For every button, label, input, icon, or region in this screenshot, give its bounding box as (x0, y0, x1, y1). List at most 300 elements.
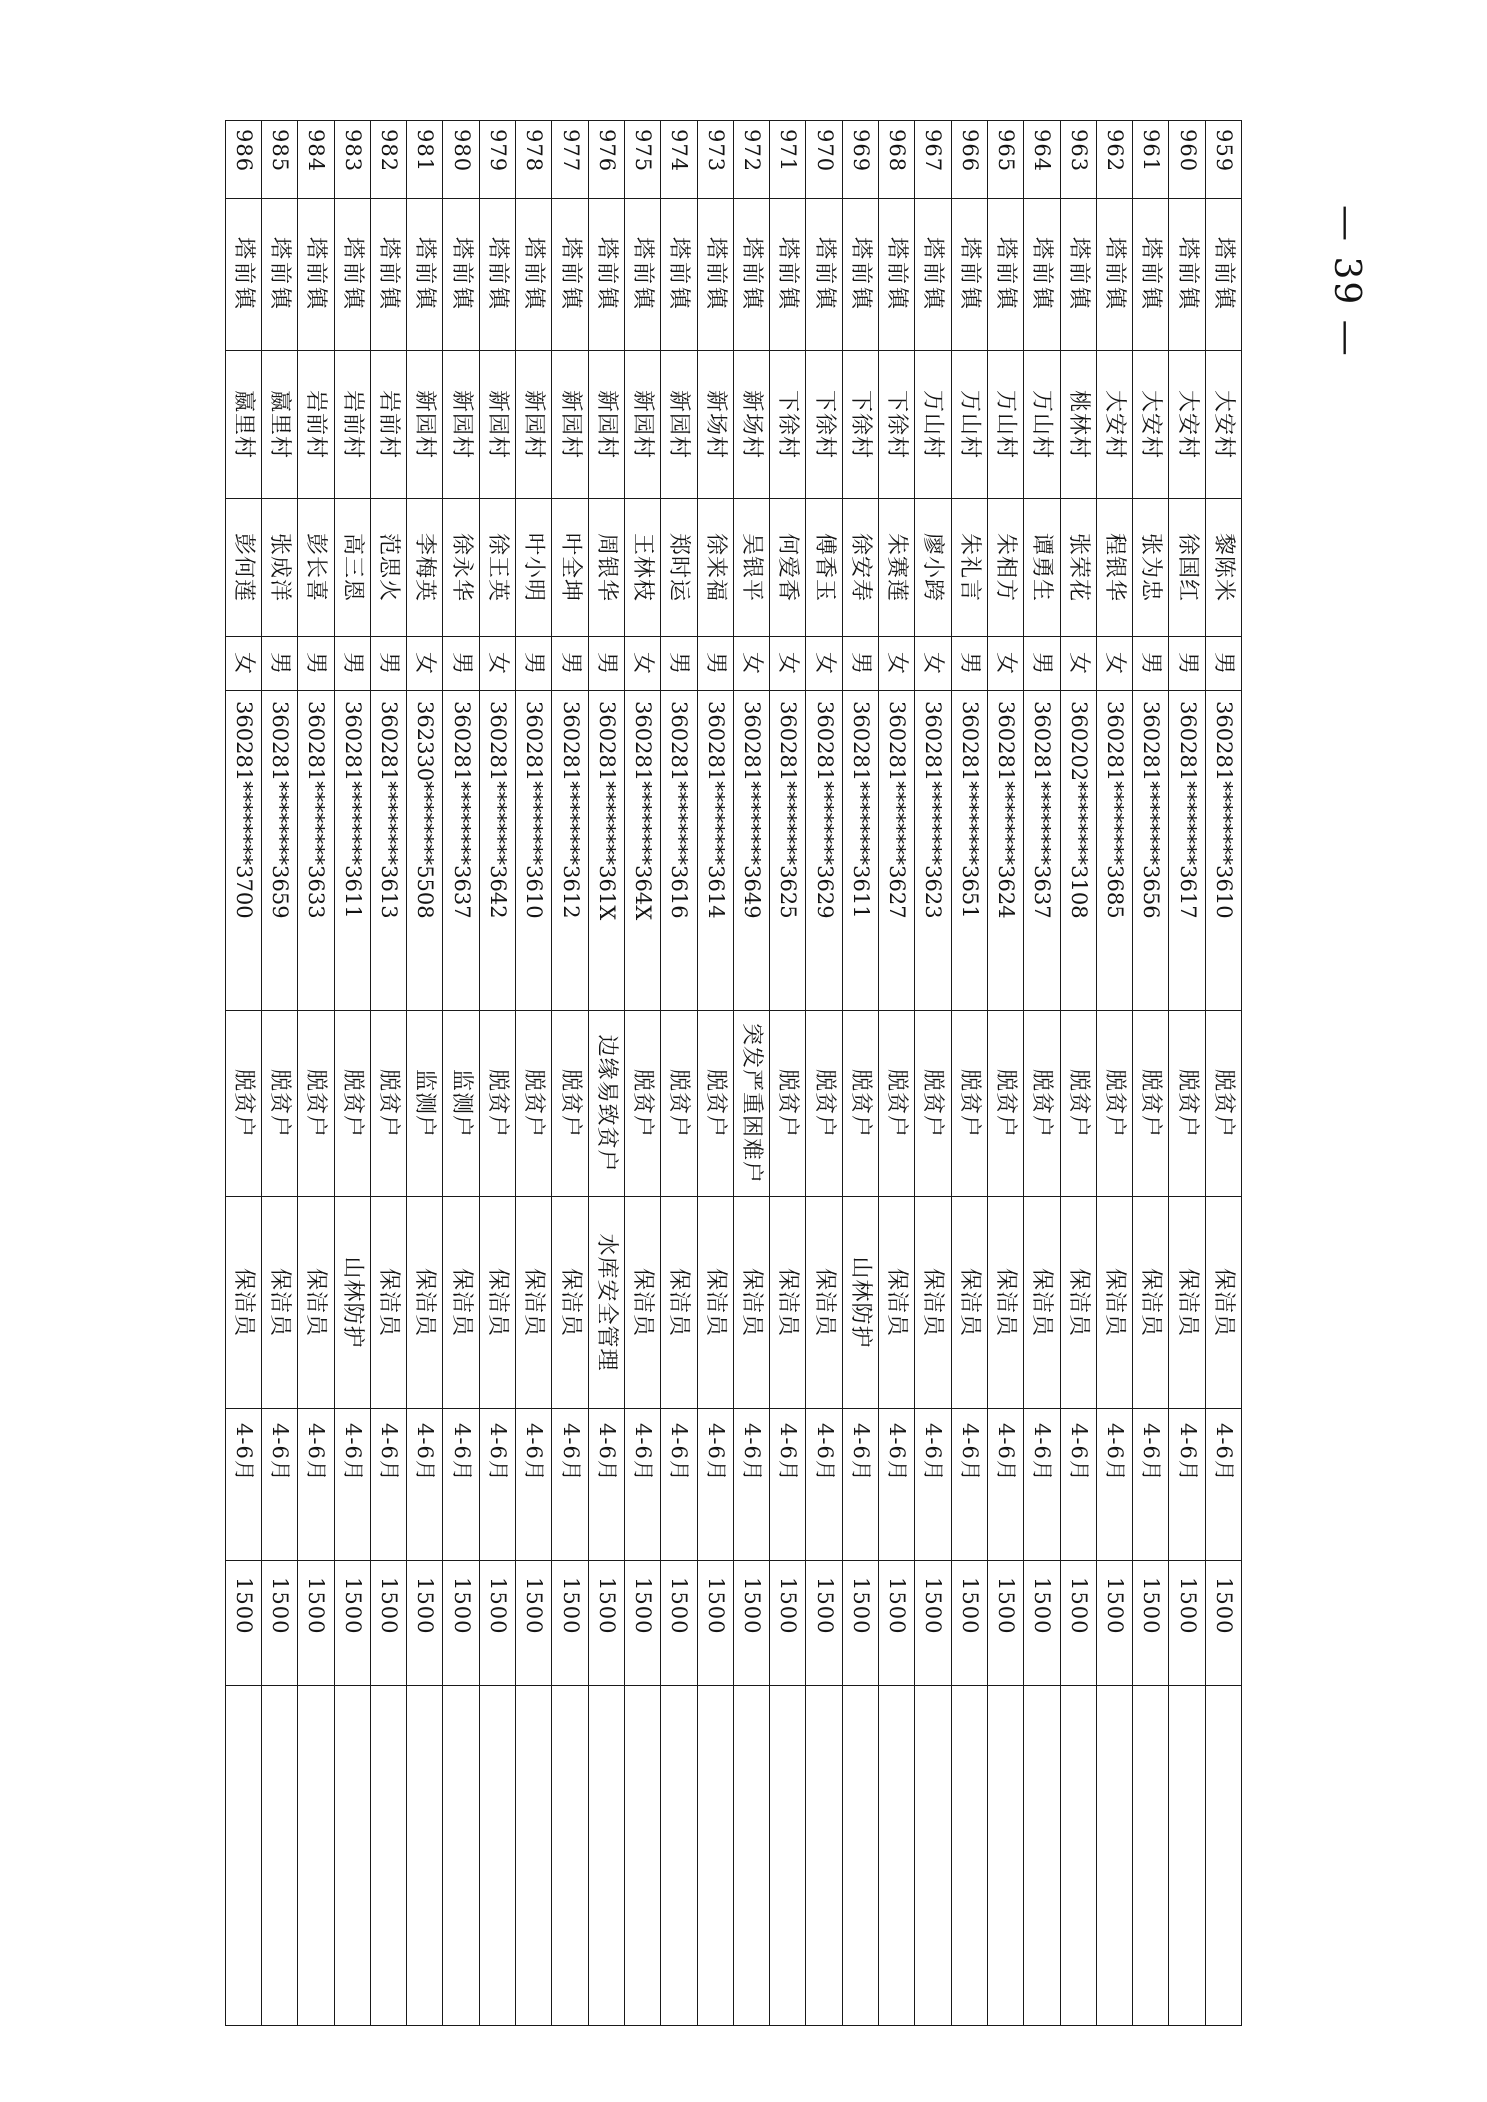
remark-cell (516, 1686, 552, 2026)
person-name-cell: 徐来福 (697, 499, 733, 637)
row-number-cell: 962 (1096, 121, 1132, 199)
village-cell: 下徐村 (806, 351, 842, 499)
household-category-cell: 脱贫户 (516, 1011, 552, 1197)
amount-cell: 1500 (334, 1561, 370, 1686)
village-cell: 万山村 (1024, 351, 1060, 499)
remark-cell (552, 1686, 588, 2026)
row-number-cell: 986 (225, 121, 261, 199)
period-cell: 4-6月 (1096, 1409, 1132, 1561)
household-category-cell: 脱贫户 (1205, 1011, 1241, 1197)
row-number-cell: 966 (951, 121, 987, 199)
table-row (915, 121, 951, 2026)
amount-cell: 1500 (661, 1561, 697, 1686)
job-cell: 保洁员 (1024, 1197, 1060, 1409)
id-number-cell: 360281********3659 (261, 691, 297, 1011)
remark-cell (987, 1686, 1023, 2026)
household-category-cell: 脱贫户 (661, 1011, 697, 1197)
period-cell: 4-6月 (1169, 1409, 1205, 1561)
household-category-cell: 脱贫户 (806, 1011, 842, 1197)
remark-cell (624, 1686, 660, 2026)
period-cell: 4-6月 (697, 1409, 733, 1561)
gender-cell: 男 (370, 637, 406, 691)
job-cell: 保洁员 (987, 1197, 1023, 1409)
remark-cell (370, 1686, 406, 2026)
job-cell: 保洁员 (915, 1197, 951, 1409)
table-row (516, 121, 552, 2026)
job-cell: 保洁员 (806, 1197, 842, 1409)
row-number-cell: 981 (407, 121, 443, 199)
household-category-cell: 监测户 (443, 1011, 479, 1197)
id-number-cell: 360281********3617 (1169, 691, 1205, 1011)
row-number-cell: 983 (334, 121, 370, 199)
table-row (407, 121, 443, 2026)
id-number-cell: 360281********3633 (298, 691, 334, 1011)
remark-cell (661, 1686, 697, 2026)
village-cell: 新园村 (516, 351, 552, 499)
remark-cell (733, 1686, 769, 2026)
id-number-cell: 362330********5508 (407, 691, 443, 1011)
id-number-cell: 360281********3651 (951, 691, 987, 1011)
row-number-cell: 972 (733, 121, 769, 199)
gender-cell: 男 (1205, 637, 1241, 691)
row-number-cell: 978 (516, 121, 552, 199)
id-number-cell: 360281********3637 (443, 691, 479, 1011)
gender-cell: 男 (661, 637, 697, 691)
town-cell: 塔前镇 (624, 199, 660, 351)
period-cell: 4-6月 (552, 1409, 588, 1561)
job-cell: 水库安全管理 (588, 1197, 624, 1409)
person-name-cell: 黎陈米 (1205, 499, 1241, 637)
town-cell: 塔前镇 (1133, 199, 1169, 351)
id-number-cell: 360281********3642 (479, 691, 515, 1011)
row-number-cell: 974 (661, 121, 697, 199)
row-number-cell: 975 (624, 121, 660, 199)
rotated-page-content (222, 120, 1242, 2025)
town-cell: 塔前镇 (1205, 199, 1241, 351)
job-cell: 保洁员 (1096, 1197, 1132, 1409)
row-number-cell: 977 (552, 121, 588, 199)
town-cell: 塔前镇 (370, 199, 406, 351)
id-number-cell: 360281********3616 (661, 691, 697, 1011)
id-number-cell: 360281********3625 (770, 691, 806, 1011)
job-cell: 山林防护 (334, 1197, 370, 1409)
town-cell: 塔前镇 (915, 199, 951, 351)
town-cell: 塔前镇 (806, 199, 842, 351)
village-cell: 新园村 (443, 351, 479, 499)
gender-cell: 女 (770, 637, 806, 691)
job-cell: 保洁员 (624, 1197, 660, 1409)
table-row (1133, 121, 1169, 2026)
gender-cell: 女 (1060, 637, 1096, 691)
job-cell: 保洁员 (407, 1197, 443, 1409)
household-category-cell: 脱贫户 (479, 1011, 515, 1197)
town-cell: 塔前镇 (697, 199, 733, 351)
job-cell: 保洁员 (879, 1197, 915, 1409)
remark-cell (225, 1686, 261, 2026)
job-cell: 保洁员 (298, 1197, 334, 1409)
id-number-cell: 360281********3613 (370, 691, 406, 1011)
job-cell: 保洁员 (1169, 1197, 1205, 1409)
id-number-cell: 360202********3108 (1060, 691, 1096, 1011)
household-category-cell: 脱贫户 (225, 1011, 261, 1197)
table-row (806, 121, 842, 2026)
person-name-cell: 朱赛莲 (879, 499, 915, 637)
period-cell: 4-6月 (879, 1409, 915, 1561)
person-name-cell: 程银华 (1096, 499, 1132, 637)
remark-cell (806, 1686, 842, 2026)
table-body (225, 121, 1241, 2026)
remark-cell (443, 1686, 479, 2026)
period-cell: 4-6月 (1205, 1409, 1241, 1561)
period-cell: 4-6月 (806, 1409, 842, 1561)
id-number-cell: 360281********361X (588, 691, 624, 1011)
job-cell: 保洁员 (661, 1197, 697, 1409)
job-cell: 保洁员 (370, 1197, 406, 1409)
remark-cell (588, 1686, 624, 2026)
row-number-cell: 976 (588, 121, 624, 199)
table-row (733, 121, 769, 2026)
person-name-cell: 傅香玉 (806, 499, 842, 637)
town-cell: 塔前镇 (588, 199, 624, 351)
town-cell: 塔前镇 (298, 199, 334, 351)
household-category-cell: 脱贫户 (624, 1011, 660, 1197)
table-row (1096, 121, 1132, 2026)
household-category-cell: 脱贫户 (951, 1011, 987, 1197)
period-cell: 4-6月 (733, 1409, 769, 1561)
table-row (987, 121, 1023, 2026)
person-name-cell: 彭长喜 (298, 499, 334, 637)
table-row (479, 121, 515, 2026)
person-name-cell: 朱礼言 (951, 499, 987, 637)
village-cell: 新园村 (407, 351, 443, 499)
job-cell: 保洁员 (1060, 1197, 1096, 1409)
period-cell: 4-6月 (624, 1409, 660, 1561)
row-number-cell: 960 (1169, 121, 1205, 199)
person-name-cell: 李梅英 (407, 499, 443, 637)
row-number-cell: 984 (298, 121, 334, 199)
person-name-cell: 张为忠 (1133, 499, 1169, 637)
period-cell: 4-6月 (261, 1409, 297, 1561)
household-category-cell: 脱贫户 (987, 1011, 1023, 1197)
town-cell: 塔前镇 (479, 199, 515, 351)
table-row (298, 121, 334, 2026)
id-number-cell: 360281********3637 (1024, 691, 1060, 1011)
village-cell: 新园村 (552, 351, 588, 499)
amount-cell: 1500 (987, 1561, 1023, 1686)
remark-cell (407, 1686, 443, 2026)
table-row (552, 121, 588, 2026)
period-cell: 4-6月 (1133, 1409, 1169, 1561)
gender-cell: 女 (806, 637, 842, 691)
amount-cell: 1500 (1169, 1561, 1205, 1686)
person-name-cell: 吴银平 (733, 499, 769, 637)
village-cell: 大安村 (1133, 351, 1169, 499)
amount-cell: 1500 (516, 1561, 552, 1686)
id-number-cell: 360281********3614 (697, 691, 733, 1011)
table-row (842, 121, 878, 2026)
amount-cell: 1500 (879, 1561, 915, 1686)
job-cell: 保洁员 (1133, 1197, 1169, 1409)
town-cell: 塔前镇 (951, 199, 987, 351)
village-cell: 大安村 (1205, 351, 1241, 499)
job-cell: 保洁员 (261, 1197, 297, 1409)
village-cell: 新场村 (733, 351, 769, 499)
amount-cell: 1500 (770, 1561, 806, 1686)
job-cell: 保洁员 (516, 1197, 552, 1409)
gender-cell: 女 (879, 637, 915, 691)
id-number-cell: 360281********3610 (516, 691, 552, 1011)
id-number-cell: 360281********3649 (733, 691, 769, 1011)
gender-cell: 男 (697, 637, 733, 691)
amount-cell: 1500 (261, 1561, 297, 1686)
period-cell: 4-6月 (1060, 1409, 1096, 1561)
remark-cell (1169, 1686, 1205, 2026)
village-cell: 新园村 (588, 351, 624, 499)
row-number-cell: 982 (370, 121, 406, 199)
row-number-cell: 969 (842, 121, 878, 199)
town-cell: 塔前镇 (516, 199, 552, 351)
household-category-cell: 脱贫户 (552, 1011, 588, 1197)
job-cell: 保洁员 (443, 1197, 479, 1409)
person-name-cell: 徐国红 (1169, 499, 1205, 637)
remark-cell (298, 1686, 334, 2026)
gender-cell: 女 (407, 637, 443, 691)
period-cell: 4-6月 (443, 1409, 479, 1561)
amount-cell: 1500 (588, 1561, 624, 1686)
gender-cell: 男 (443, 637, 479, 691)
amount-cell: 1500 (552, 1561, 588, 1686)
village-cell: 下徐村 (770, 351, 806, 499)
id-number-cell: 360281********3611 (334, 691, 370, 1011)
amount-cell: 1500 (1133, 1561, 1169, 1686)
page-number: — 39 — (1326, 205, 1367, 358)
id-number-cell: 360281********3612 (552, 691, 588, 1011)
village-cell: 大安村 (1096, 351, 1132, 499)
id-number-cell: 360281********3656 (1133, 691, 1169, 1011)
table-row (624, 121, 660, 2026)
person-name-cell: 何爱香 (770, 499, 806, 637)
period-cell: 4-6月 (987, 1409, 1023, 1561)
gender-cell: 男 (951, 637, 987, 691)
person-name-cell: 徐王英 (479, 499, 515, 637)
table-row (1060, 121, 1096, 2026)
period-cell: 4-6月 (842, 1409, 878, 1561)
row-number-cell: 973 (697, 121, 733, 199)
gender-cell: 男 (261, 637, 297, 691)
period-cell: 4-6月 (588, 1409, 624, 1561)
amount-cell: 1500 (370, 1561, 406, 1686)
household-category-cell: 脱贫户 (1133, 1011, 1169, 1197)
household-category-cell: 监测户 (407, 1011, 443, 1197)
town-cell: 塔前镇 (225, 199, 261, 351)
gender-cell: 女 (987, 637, 1023, 691)
gender-cell: 女 (915, 637, 951, 691)
job-cell: 保洁员 (225, 1197, 261, 1409)
amount-cell: 1500 (951, 1561, 987, 1686)
household-category-cell: 边缘易致贫户 (588, 1011, 624, 1197)
person-name-cell: 徐永华 (443, 499, 479, 637)
job-cell: 保洁员 (951, 1197, 987, 1409)
table-row (951, 121, 987, 2026)
gender-cell: 男 (552, 637, 588, 691)
household-category-cell: 脱贫户 (334, 1011, 370, 1197)
village-cell: 桃林村 (1060, 351, 1096, 499)
gender-cell: 男 (588, 637, 624, 691)
village-cell: 岩前村 (298, 351, 334, 499)
amount-cell: 1500 (842, 1561, 878, 1686)
household-category-cell: 脱贫户 (770, 1011, 806, 1197)
household-category-cell: 脱贫户 (842, 1011, 878, 1197)
id-number-cell: 360281********3627 (879, 691, 915, 1011)
table-row (261, 121, 297, 2026)
table-row (334, 121, 370, 2026)
row-number-cell: 964 (1024, 121, 1060, 199)
id-number-cell: 360281********364X (624, 691, 660, 1011)
village-cell: 万山村 (987, 351, 1023, 499)
town-cell: 塔前镇 (842, 199, 878, 351)
household-category-cell: 脱贫户 (1169, 1011, 1205, 1197)
village-cell: 岩前村 (334, 351, 370, 499)
remark-cell (1096, 1686, 1132, 2026)
amount-cell: 1500 (407, 1561, 443, 1686)
remark-cell (697, 1686, 733, 2026)
id-number-cell: 360281********3685 (1096, 691, 1132, 1011)
household-category-cell: 脱贫户 (915, 1011, 951, 1197)
table-row (443, 121, 479, 2026)
gender-cell: 女 (733, 637, 769, 691)
id-number-cell: 360281********3623 (915, 691, 951, 1011)
remark-cell (951, 1686, 987, 2026)
household-category-cell: 脱贫户 (261, 1011, 297, 1197)
village-cell: 新场村 (697, 351, 733, 499)
town-cell: 塔前镇 (1096, 199, 1132, 351)
job-cell: 保洁员 (697, 1197, 733, 1409)
period-cell: 4-6月 (516, 1409, 552, 1561)
remark-cell (1024, 1686, 1060, 2026)
remark-cell (915, 1686, 951, 2026)
gender-cell: 男 (1024, 637, 1060, 691)
period-cell: 4-6月 (479, 1409, 515, 1561)
row-number-cell: 985 (261, 121, 297, 199)
person-name-cell: 张荣花 (1060, 499, 1096, 637)
gender-cell: 男 (1169, 637, 1205, 691)
village-cell: 大安村 (1169, 351, 1205, 499)
amount-cell: 1500 (1096, 1561, 1132, 1686)
period-cell: 4-6月 (334, 1409, 370, 1561)
person-name-cell: 叶小明 (516, 499, 552, 637)
id-number-cell: 360281********3700 (225, 691, 261, 1011)
remark-cell (261, 1686, 297, 2026)
town-cell: 塔前镇 (661, 199, 697, 351)
job-cell: 山林防护 (842, 1197, 878, 1409)
household-category-cell: 脱贫户 (1060, 1011, 1096, 1197)
remark-cell (842, 1686, 878, 2026)
amount-cell: 1500 (443, 1561, 479, 1686)
gender-cell: 男 (1133, 637, 1169, 691)
amount-cell: 1500 (915, 1561, 951, 1686)
remark-cell (1205, 1686, 1241, 2026)
job-cell: 保洁员 (1205, 1197, 1241, 1409)
town-cell: 塔前镇 (261, 199, 297, 351)
household-category-cell: 脱贫户 (298, 1011, 334, 1197)
job-cell: 保洁员 (770, 1197, 806, 1409)
household-category-cell: 脱贫户 (879, 1011, 915, 1197)
remark-cell (1060, 1686, 1096, 2026)
remark-cell (334, 1686, 370, 2026)
household-category-cell: 突发严重困难户 (733, 1011, 769, 1197)
table-row (661, 121, 697, 2026)
table-row (697, 121, 733, 2026)
row-number-cell: 961 (1133, 121, 1169, 199)
town-cell: 塔前镇 (879, 199, 915, 351)
village-cell: 嬴里村 (225, 351, 261, 499)
table-row (588, 121, 624, 2026)
village-cell: 新园村 (479, 351, 515, 499)
remark-cell (770, 1686, 806, 2026)
town-cell: 塔前镇 (1060, 199, 1096, 351)
row-number-cell: 963 (1060, 121, 1096, 199)
town-cell: 塔前镇 (1024, 199, 1060, 351)
table-row (879, 121, 915, 2026)
row-number-cell: 980 (443, 121, 479, 199)
gender-cell: 女 (624, 637, 660, 691)
village-cell: 新园村 (624, 351, 660, 499)
id-number-cell: 360281********3611 (842, 691, 878, 1011)
gender-cell: 男 (298, 637, 334, 691)
table-row (1024, 121, 1060, 2026)
table-row (1205, 121, 1241, 2026)
period-cell: 4-6月 (951, 1409, 987, 1561)
person-name-cell: 张成洋 (261, 499, 297, 637)
amount-cell: 1500 (479, 1561, 515, 1686)
period-cell: 4-6月 (225, 1409, 261, 1561)
person-name-cell: 郑时运 (661, 499, 697, 637)
period-cell: 4-6月 (407, 1409, 443, 1561)
remark-cell (879, 1686, 915, 2026)
village-cell: 岩前村 (370, 351, 406, 499)
remark-cell (1133, 1686, 1169, 2026)
person-name-cell: 徐安寿 (842, 499, 878, 637)
remark-cell (479, 1686, 515, 2026)
town-cell: 塔前镇 (733, 199, 769, 351)
gender-cell: 女 (1096, 637, 1132, 691)
amount-cell: 1500 (298, 1561, 334, 1686)
job-cell: 保洁员 (552, 1197, 588, 1409)
row-number-cell: 968 (879, 121, 915, 199)
job-cell: 保洁员 (479, 1197, 515, 1409)
amount-cell: 1500 (225, 1561, 261, 1686)
row-number-cell: 979 (479, 121, 515, 199)
period-cell: 4-6月 (915, 1409, 951, 1561)
amount-cell: 1500 (1205, 1561, 1241, 1686)
household-category-cell: 脱贫户 (697, 1011, 733, 1197)
person-name-cell: 王林枝 (624, 499, 660, 637)
person-name-cell: 谭勇生 (1024, 499, 1060, 637)
village-cell: 万山村 (951, 351, 987, 499)
gender-cell: 男 (516, 637, 552, 691)
amount-cell: 1500 (733, 1561, 769, 1686)
town-cell: 塔前镇 (407, 199, 443, 351)
town-cell: 塔前镇 (987, 199, 1023, 351)
household-category-cell: 脱贫户 (1096, 1011, 1132, 1197)
town-cell: 塔前镇 (770, 199, 806, 351)
gender-cell: 男 (842, 637, 878, 691)
amount-cell: 1500 (806, 1561, 842, 1686)
row-number-cell: 971 (770, 121, 806, 199)
period-cell: 4-6月 (298, 1409, 334, 1561)
row-number-cell: 965 (987, 121, 1023, 199)
village-cell: 嬴里村 (261, 351, 297, 499)
